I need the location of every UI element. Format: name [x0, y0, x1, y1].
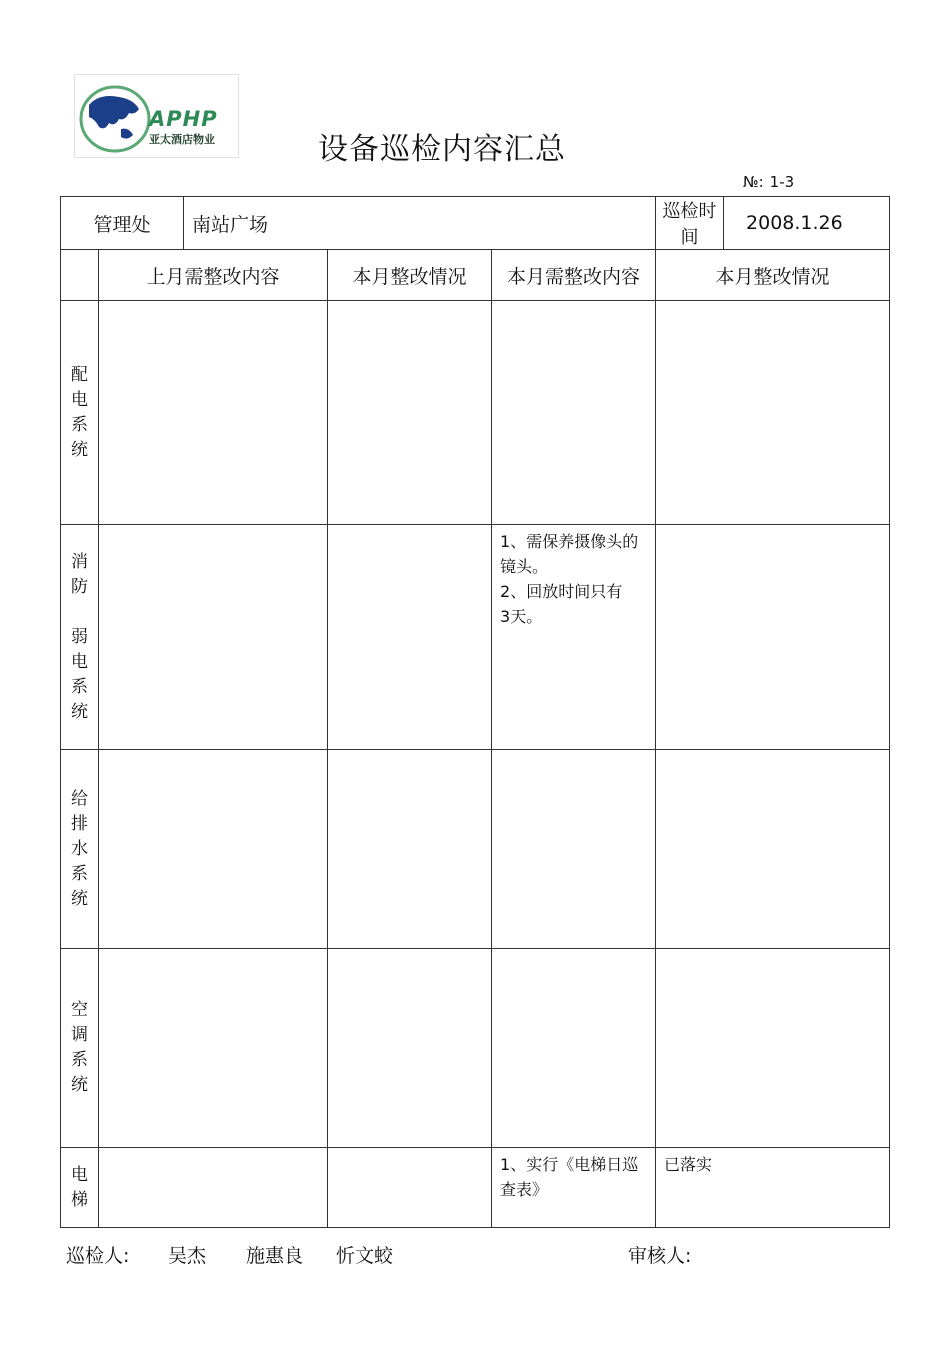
system-name-char: 系 [71, 676, 88, 697]
this-month-status-cell [656, 301, 890, 525]
inspector-label: 巡检人: [66, 1245, 130, 1267]
last-month-items-cell [99, 750, 328, 949]
system-name-char: 统 [71, 1075, 88, 1095]
last-month-items-cell [99, 1148, 328, 1228]
system-name-char: 系 [71, 863, 88, 884]
logo-mark: APHP [149, 107, 218, 131]
system-name-char: 系 [71, 414, 88, 435]
doc-no-value: 1-3 [769, 173, 795, 191]
system-name-char: 配 [71, 364, 88, 385]
system-name-char: 给 [71, 788, 88, 809]
last-month-items-cell [99, 949, 328, 1148]
table-row [61, 525, 890, 750]
system-name-cell [61, 525, 99, 750]
inspection-table [60, 196, 890, 1228]
table-row [61, 750, 890, 949]
system-name-char: 梯 [71, 1189, 88, 1210]
this-month-items-cell [492, 1148, 656, 1228]
system-name-char: 弱 [71, 626, 88, 647]
dept-value: 南站广场 [184, 197, 656, 250]
dept-label: 管理处 [61, 197, 184, 250]
time-value: 2008.1.26 [724, 197, 890, 250]
cell-line: 1、需保养摄像头的镜头。 [500, 532, 639, 576]
col-header-this-month-status: 本月整改情况 [656, 250, 890, 301]
header-row [61, 197, 890, 250]
this-month-status-cell [656, 750, 890, 949]
doc-no-label: №: [743, 173, 764, 191]
logo-subtitle: 亚太酒店物业 [149, 133, 215, 146]
system-name-char: 排 [71, 813, 88, 834]
corner-cell [61, 250, 99, 301]
system-name-cell [61, 750, 99, 949]
cell-line: 2、回放时间只有 3天。 [500, 582, 639, 626]
this-month-items-cell [492, 525, 656, 750]
time-label: 巡检时间 [656, 197, 724, 250]
column-header-row [61, 250, 890, 301]
system-name-cell [61, 1148, 99, 1228]
system-name-char: 电 [71, 1164, 88, 1185]
system-name-char: 空 [71, 1000, 88, 1020]
inspector-name: 吴杰 [168, 1245, 207, 1267]
last-month-status-cell [328, 301, 492, 525]
this-month-status-cell [656, 1148, 890, 1228]
this-month-status-cell [656, 949, 890, 1148]
system-name-char: 系 [71, 1050, 88, 1070]
this-month-items-cell [492, 750, 656, 949]
cell-line: 1、实行《电梯日巡查表》 [500, 1155, 639, 1199]
system-name-char: 统 [71, 888, 88, 909]
table-row [61, 1148, 890, 1228]
this-month-items-cell [492, 301, 656, 525]
col-header-last-month-status: 本月整改情况 [328, 250, 492, 301]
system-name-char [61, 600, 98, 625]
last-month-status-cell [328, 949, 492, 1148]
system-name-char: 电 [71, 389, 88, 410]
document-number [743, 173, 794, 191]
system-name-char: 水 [71, 838, 88, 859]
system-name-cell [61, 949, 99, 1148]
system-name-char: 消 [71, 551, 88, 572]
system-name-char: 电 [71, 651, 88, 672]
system-name-char: 防 [71, 576, 88, 597]
this-month-status-cell [656, 525, 890, 750]
last-month-items-cell [99, 525, 328, 750]
system-name-cell [61, 301, 99, 525]
table-row [61, 301, 890, 525]
system-name-char: 统 [71, 701, 88, 722]
col-header-last-month-items: 上月需整改内容 [99, 250, 328, 301]
inspector-name: 忻文蛟 [336, 1245, 394, 1267]
system-name-char: 统 [71, 439, 88, 460]
page-title: 设备巡检内容汇总 [318, 132, 566, 167]
last-month-items-cell [99, 301, 328, 525]
col-header-this-month-items: 本月需整改内容 [492, 250, 656, 301]
system-name-char: 调 [71, 1025, 88, 1045]
globe-map-icon [75, 75, 155, 159]
last-month-status-cell [328, 1148, 492, 1228]
company-logo [74, 74, 239, 158]
this-month-items-cell [492, 949, 656, 1148]
table-row [61, 949, 890, 1148]
inspector-name: 施惠良 [246, 1245, 304, 1267]
last-month-status-cell [328, 525, 492, 750]
last-month-status-cell [328, 750, 492, 949]
cell-line: 已落实 [664, 1155, 713, 1174]
reviewer-label: 审核人: [628, 1245, 692, 1267]
